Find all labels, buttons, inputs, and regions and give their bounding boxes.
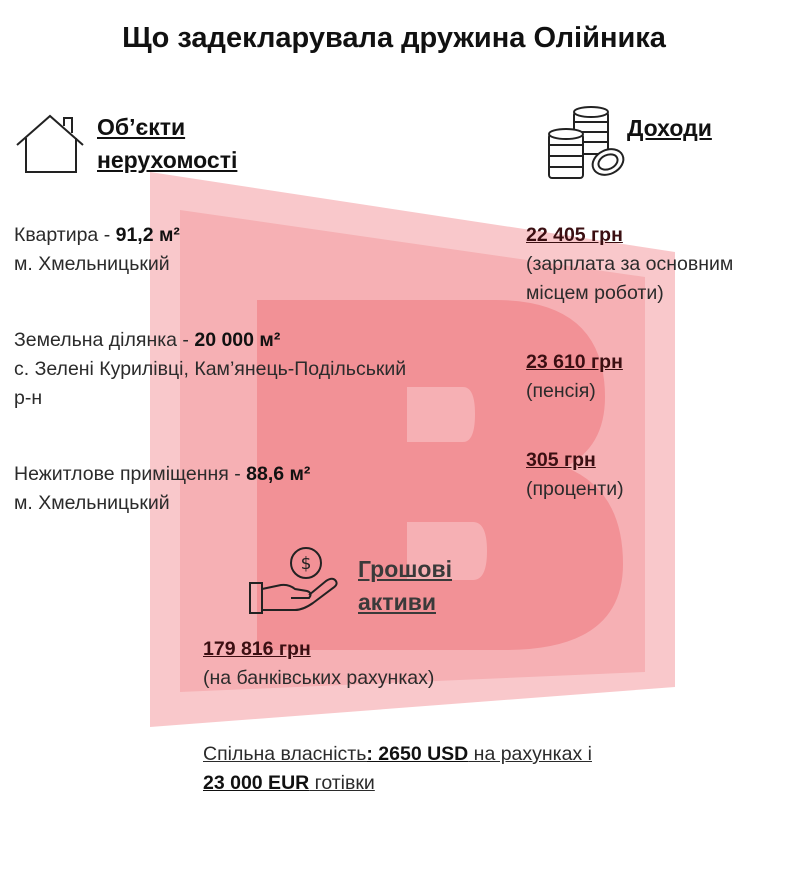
svg-text:$: $ [300,554,312,574]
real-estate-item-land: Земельна ділянка - 20 000 м² с. Зелені Курилівці, Кам’янець-Подільський р-н [14,329,407,409]
house-icon [14,112,86,181]
joint-property-text: Спільна власність: 2650 USD на рахунках і 23 000 EUR готівки [203,743,592,794]
real-estate-item-nonresidential: Нежитлове приміщення - 88,6 м² м. Хмельницький [14,463,311,514]
cash-assets-heading: Грошові активи [358,556,453,615]
cash-amount: 179 816 грн [203,638,311,660]
coins-stack-icon [546,104,628,187]
hand-money-icon [247,543,343,624]
page-title: Що задекларувала дружина Олійника [122,22,666,54]
real-estate-heading: Об’єкти нерухомості [97,114,238,173]
income-item-interest: 305 грн (проценти) [526,446,796,504]
income-item-salary: 22 405 грн (зарплата за основним місцем роботи) [526,221,796,308]
income-item-pension: 23 610 грн (пенсія) [526,348,796,406]
income-heading: Доходи [627,115,712,141]
income-amount: 22 405 грн [526,224,623,246]
income-amount: 305 грн [526,449,596,471]
real-estate-item-apartment: Квартира - 91,2 м² м. Хмельницький [14,224,180,275]
cash-assets-item: 179 816 грн (на банківських рахунках) [203,635,603,693]
income-amount: 23 610 грн [526,351,623,373]
